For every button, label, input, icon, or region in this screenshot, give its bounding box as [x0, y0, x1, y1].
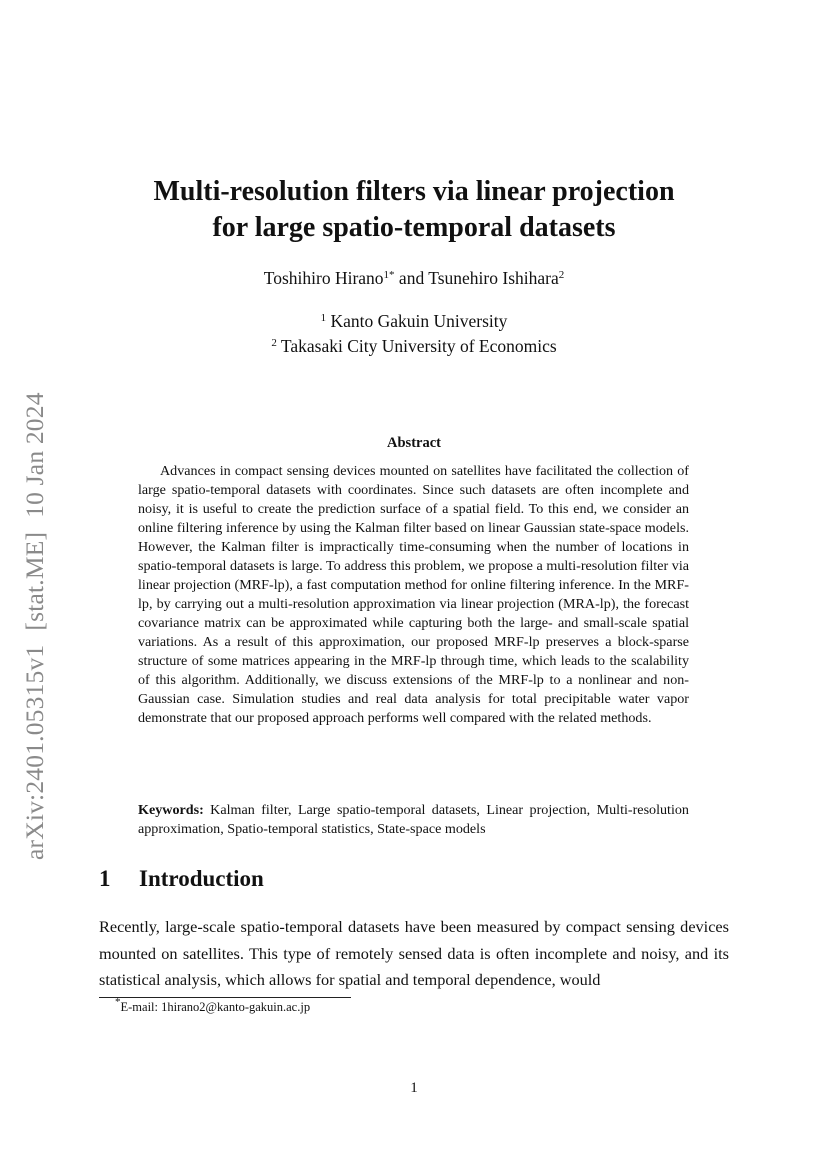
affiliation-mark: 1 [320, 312, 327, 324]
arxiv-id: arXiv:2401.05315v1 [20, 644, 49, 860]
footnote [115, 996, 311, 1015]
affiliation-mark: 2 [271, 337, 277, 349]
footnote-email: E-mail: 1hirano2@kanto-gakuin.ac.jp [120, 1000, 311, 1014]
footnote-mark: * [115, 996, 121, 1008]
page-number: 1 [410, 1080, 418, 1096]
affiliation-item [0, 334, 828, 359]
author-affiliation-mark: 2 [558, 269, 565, 281]
paper-title [0, 174, 828, 246]
footnote-rule [99, 997, 351, 998]
affiliation-name: Kanto Gakuin University [330, 311, 508, 331]
section-title: Introduction [139, 866, 264, 891]
keywords-label: Keywords: [138, 802, 204, 818]
title-line-1: Multi-resolution filters via linear projection [153, 176, 675, 207]
affiliation-item [0, 309, 828, 334]
arxiv-category: [stat.ME] [20, 531, 49, 631]
section-heading [99, 866, 264, 892]
keywords-text: Kalman filter, Large spatio-temporal datasets, Linear projection, Multi-resolution approximation, Spatio-temporal statistics, State-space models [138, 802, 689, 837]
author-affiliation-mark: 1* [383, 269, 395, 281]
abstract-text: Advances in compact sensing devices mounted on satellites have facilitated the collection of large spatio-temporal datasets with coordinates. Since such datasets are often incomplete and noisy, it is useful to create the prediction surface of a spatial field. To this end, we consider an online filtering inference by using the Kalman filter based on linear Gaussian state-space models. However, the Kalman filter is impractically time-consuming when the number of locations in spatio-temporal datasets is large. To address this problem, we propose a multi-resolution filter via linear projection (MRF-lp), a fast computation method for online filtering inference. In the MRF-lp, by carrying out a multi-resolution approximation via linear projection (MRA-lp), the forecast covariance matrix can be approximated while capturing both the large- and small-scale spatial variations. As a result of this approximation, our proposed MRF-lp preserves a block-sparse structure of some matrices appearing in the MRF-lp through time, which leads to the scalability of this algorithm. Additionally, we discuss extensions of the MRF-lp to a nonlinear and non-Gaussian case. Simulation studies and real data analysis for total precipitable water vapor demonstrate that our proposed approach performs well compared with the related methods. [138, 463, 689, 726]
affiliation-list [0, 309, 828, 359]
abstract-heading: Abstract [387, 435, 441, 451]
affiliation-name: Takasaki City University of Economics [280, 336, 557, 356]
arxiv-date: 10 Jan 2024 [20, 392, 49, 518]
author-name: Toshihiro Hirano [263, 268, 384, 288]
section-number: 1 [99, 866, 111, 891]
author-name: Tsunehiro Ishihara [428, 268, 559, 288]
intro-paragraph: Recently, large-scale spatio-temporal datasets have been measured by compact sensing devices mounted on satellites. This type of remotely sensed data is often incomplete and noisy, and its statistical analysis, which allows for spatial and temporal dependence, would [99, 917, 729, 989]
title-line-2: for large spatio-temporal datasets [212, 212, 616, 243]
keywords [138, 801, 689, 839]
author-conjunction: and [398, 268, 425, 288]
author-list [0, 268, 828, 289]
